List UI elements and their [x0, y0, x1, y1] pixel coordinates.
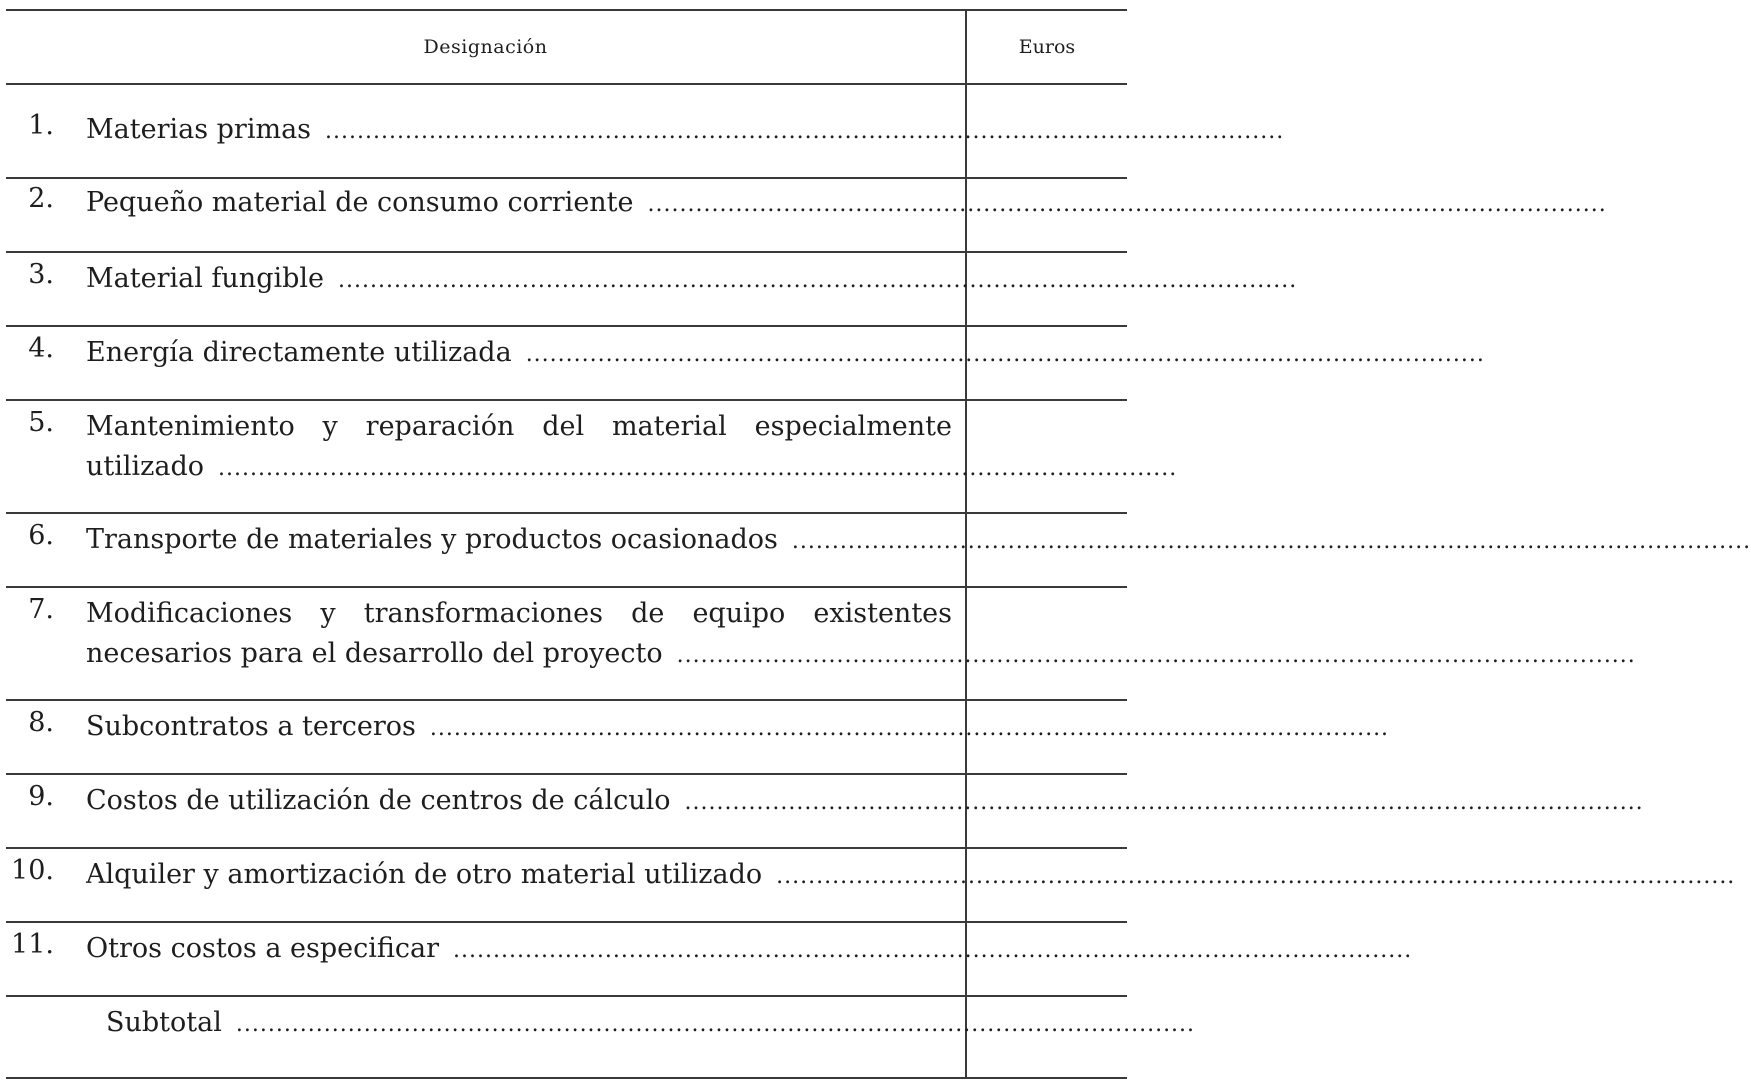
subtotal-euros-cell[interactable]: [967, 997, 1127, 1077]
subtotal-designation: [106, 1003, 1196, 1045]
row-number: 5.: [28, 407, 54, 438]
row-designation: [86, 594, 1636, 676]
leader-dots: ........................................................................................................................: [791, 529, 1751, 554]
row-number: 4.: [28, 333, 54, 364]
leader-dots: ........................................................................................................................: [235, 1012, 1196, 1037]
row-number: 1.: [28, 110, 54, 141]
row-designation: [86, 183, 1607, 225]
row-label: Costos de utilización de centros de cálculo: [86, 785, 671, 816]
subtotal-row: [6, 997, 1196, 1077]
row-number: 3.: [28, 259, 54, 290]
row-number: 8.: [28, 707, 54, 738]
row-number: 7.: [28, 594, 54, 625]
row-designation: [86, 520, 1751, 562]
table-row: [6, 701, 1390, 773]
euros-cell[interactable]: [967, 849, 1127, 921]
euros-cell[interactable]: [967, 327, 1127, 399]
euros-cell[interactable]: [967, 701, 1127, 773]
row-designation: [86, 781, 1644, 823]
row-label: Modificaciones y transformaciones de equipo existentes: [86, 598, 952, 629]
euros-cell[interactable]: [967, 923, 1127, 995]
euros-cell[interactable]: [967, 588, 1127, 699]
euros-cell[interactable]: [967, 514, 1127, 586]
row-label: Energía directamente utilizada: [86, 337, 512, 368]
table-row: [6, 179, 1607, 251]
row-designation: [86, 929, 1413, 971]
leader-dots: ........................................................................................................................: [647, 192, 1607, 217]
row-designation: [86, 407, 1178, 489]
header-euros: Euros: [1018, 36, 1076, 58]
table-bottom-border: [6, 1077, 1127, 1079]
table-row: [6, 85, 1285, 177]
row-label: Pequeño material de consumo corriente: [86, 187, 634, 218]
leader-dots: ........................................................................................................................: [218, 456, 1178, 481]
leader-dots: ........................................................................................................................: [325, 119, 1285, 144]
table-row: [6, 775, 1644, 847]
leader-dots: ........................................................................................................................: [429, 716, 1390, 741]
subtotal-label: Subtotal: [106, 1007, 222, 1038]
row-number: 2.: [28, 183, 54, 214]
row-number: 10.: [11, 855, 54, 886]
table-row: [6, 849, 1736, 921]
row-number: 9.: [28, 781, 54, 812]
row-label-continuation: utilizado: [86, 451, 205, 482]
table-row: [6, 401, 1178, 512]
euros-cell[interactable]: [967, 253, 1127, 325]
table-row: [6, 923, 1413, 995]
row-designation: [86, 707, 1390, 749]
euros-cell[interactable]: [967, 401, 1127, 512]
row-designation: [86, 259, 1298, 301]
leader-dots: ........................................................................................................................: [525, 342, 1485, 367]
leader-dots: ........................................................................................................................: [338, 268, 1298, 293]
row-label-continuation: necesarios para el desarrollo del proyecto: [86, 638, 663, 669]
row-label: Transporte de materiales y productos ocasionados: [86, 524, 778, 555]
row-designation: [86, 110, 1285, 152]
row-number: 11.: [11, 929, 54, 960]
row-designation: [86, 855, 1736, 897]
leader-dots: ........................................................................................................................: [676, 643, 1636, 668]
euros-cell[interactable]: [967, 179, 1127, 251]
row-label: Alquiler y amortización de otro material utilizado: [86, 859, 763, 890]
cost-table: [6, 9, 1751, 1079]
row-label: Subcontratos a terceros: [86, 711, 416, 742]
row-number: 6.: [28, 520, 54, 551]
euros-cell[interactable]: [967, 775, 1127, 847]
euros-cell[interactable]: [967, 85, 1127, 177]
header-designacion: Designación: [423, 36, 548, 58]
row-designation: [86, 333, 1485, 375]
row-label: Otros costos a especificar: [86, 933, 440, 964]
leader-dots: ........................................................................................................................: [776, 864, 1736, 889]
row-label: Material fungible: [86, 263, 325, 294]
table-row: [6, 514, 1751, 586]
leader-dots: ........................................................................................................................: [453, 938, 1413, 963]
leader-dots: ........................................................................................................................: [684, 790, 1644, 815]
table-row: [6, 327, 1485, 399]
table-row: [6, 588, 1636, 699]
row-label: Mantenimiento y reparación del material especialmente: [86, 411, 952, 442]
table-row: [6, 253, 1298, 325]
row-label: Materias primas: [86, 114, 312, 145]
